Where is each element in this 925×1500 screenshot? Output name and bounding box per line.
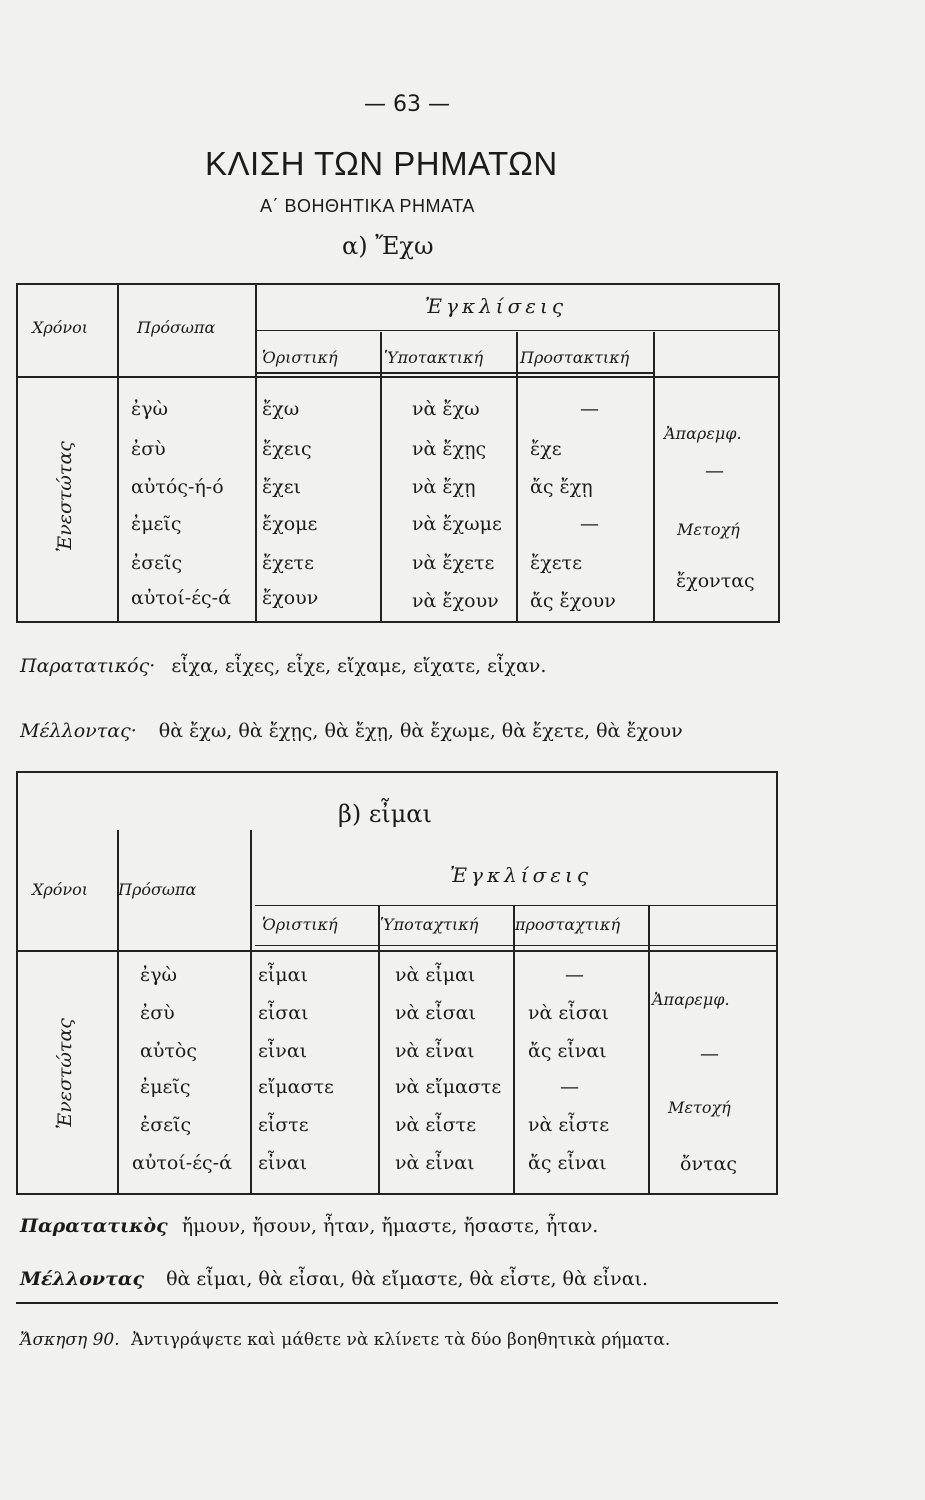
imperfect-label: Παρατατικὸς xyxy=(20,1215,168,1237)
exercise-line xyxy=(20,1330,670,1350)
participle-value: ὄντας xyxy=(680,1153,737,1175)
header-moods: Ἐγκλίσεις xyxy=(425,294,568,318)
header-imperative: Προστακτική xyxy=(520,348,630,367)
tense-label-present: Ἐνεστώτας xyxy=(54,1018,76,1129)
header-indicative: Ὁριστική xyxy=(262,348,338,367)
infinitive-value: — xyxy=(700,1043,719,1065)
imperative-cell: — xyxy=(580,513,599,535)
subjunctive-cell: νὰ ἔχω xyxy=(412,398,480,420)
header-participle: Μετοχή xyxy=(677,520,740,539)
indicative-cell: ἔχουν xyxy=(262,587,319,609)
indicative-cell: ἔχομε xyxy=(262,513,318,535)
person-cell: αὐτοί-ές-ά xyxy=(132,1152,232,1174)
person-cell: ἐμεῖς xyxy=(140,1076,191,1098)
header-infinitive: Ἀπαρεμφ. xyxy=(664,424,742,443)
header-imperative: προσταχτική xyxy=(515,915,621,934)
future-line-echo xyxy=(20,720,683,742)
indicative-cell: ἔχετε xyxy=(262,552,314,574)
indicative-cell: ἔχει xyxy=(262,476,302,498)
header-tenses: Χρόνοι xyxy=(32,318,89,337)
person-cell: αὐτοί-ές-ά xyxy=(131,587,231,609)
person-cell: ἐσεῖς xyxy=(140,1114,192,1136)
header-participle: Μετοχή xyxy=(668,1098,731,1117)
indicative-cell: εἶστε xyxy=(258,1114,309,1136)
header-infinitive: Ἀπαρεμφ. xyxy=(652,990,730,1009)
subjunctive-cell: νὰ εἶστε xyxy=(395,1114,477,1136)
imperative-cell: — xyxy=(565,964,584,986)
imperative-cell: νὰ εἶστε xyxy=(528,1114,610,1136)
future-forms: θὰ εἶμαι, θὰ εἶσαι, θὰ εἴμαστε, θὰ εἶστε, θὰ εἶναι. xyxy=(166,1268,649,1290)
subjunctive-cell: νὰ ἔχῃς xyxy=(412,438,487,460)
person-cell: ἐγὼ xyxy=(140,964,178,986)
section-a-heading: α) Ἔχω xyxy=(342,232,434,260)
subjunctive-cell: νὰ εἶναι xyxy=(395,1152,475,1174)
imperative-cell: ἄς εἶναι xyxy=(528,1040,607,1062)
header-subjunctive: Ὑποταχτική xyxy=(380,915,479,934)
page-subtitle: Α΄ ΒΟΗΘΗΤΙΚΑ ΡΗΜΑΤΑ xyxy=(260,196,475,216)
imperative-cell: — xyxy=(560,1076,579,1098)
indicative-cell: εἶσαι xyxy=(258,1002,309,1024)
person-cell: ἐμεῖς xyxy=(131,513,182,535)
subjunctive-cell: νὰ ἔχουν xyxy=(412,590,499,612)
person-cell: ἐσὺ xyxy=(140,1002,175,1024)
person-cell: ἐγὼ xyxy=(131,398,169,420)
person-cell: αὐτός-ή-ό xyxy=(131,476,224,498)
future-label: Μέλλοντας xyxy=(20,1268,145,1290)
imperative-cell: νὰ εἶσαι xyxy=(528,1002,609,1024)
header-indicative: Ὁριστική xyxy=(262,915,338,934)
subjunctive-cell: νὰ εἶναι xyxy=(395,1040,475,1062)
indicative-cell: εἶναι xyxy=(258,1152,308,1174)
page-title: ΚΛΙΣΗ ΤΩΝ ΡΗΜΑΤΩΝ xyxy=(205,145,558,182)
imperative-cell: ἔχε xyxy=(530,438,562,460)
infinitive-value: — xyxy=(705,460,724,482)
indicative-cell: ἔχεις xyxy=(262,438,312,460)
subjunctive-cell: νὰ εἴμαστε xyxy=(395,1076,502,1098)
indicative-cell: εἶναι xyxy=(258,1040,308,1062)
person-cell: ἐσὺ xyxy=(131,438,166,460)
imperfect-forms: εἶχα, εἶχες, εἶχε, εἴχαμε, εἴχατε, εἶχαν. xyxy=(171,655,547,677)
imperative-cell: ἄς εἶναι xyxy=(528,1152,607,1174)
page-number: — 63 — xyxy=(364,92,450,117)
imperative-cell: ἄς ἔχουν xyxy=(530,590,616,612)
imperative-cell: — xyxy=(580,398,599,420)
future-label: Μέλλοντας· xyxy=(20,720,137,742)
imperative-cell: ἔχετε xyxy=(530,552,582,574)
person-cell: ἐσεῖς xyxy=(131,552,183,574)
imperfect-label: Παρατατικός· xyxy=(20,655,156,677)
subjunctive-cell: νὰ εἶμαι xyxy=(395,964,476,986)
participle-value: ἔχοντας xyxy=(676,570,755,592)
header-moods: Ἐγκλίσεις xyxy=(450,863,593,887)
exercise-label: Ἄσκηση 90. xyxy=(20,1330,120,1350)
future-line-eimai xyxy=(20,1268,648,1290)
indicative-cell: εἶμαι xyxy=(258,964,308,986)
imperative-cell: ἄς ἔχῃ xyxy=(530,476,593,498)
future-forms: θὰ ἔχω, θὰ ἔχῃς, θὰ ἔχῃ, θὰ ἔχωμε, θὰ ἔχετε, θὰ ἔχουν xyxy=(158,720,683,742)
header-subjunctive: Ὑποτακτική xyxy=(384,348,484,367)
exercise-text: Ἀντιγράψετε καὶ μάθετε νὰ κλίνετε τὰ δύο βοηθητικὰ ρήματα. xyxy=(131,1330,671,1350)
tense-label-present: Ἐνεστώτας xyxy=(54,441,76,552)
imperfect-line-eimai xyxy=(20,1215,598,1237)
person-cell: αὐτὸς xyxy=(140,1040,197,1062)
imperfect-forms: ἤμουν, ἤσουν, ἦταν, ἤμαστε, ἤσαστε, ἦταν. xyxy=(181,1215,599,1237)
imperfect-line-echo xyxy=(20,655,546,677)
header-tenses: Χρόνοι xyxy=(32,880,89,899)
divider xyxy=(16,1302,778,1304)
header-persons: Πρόσωπα xyxy=(118,880,197,899)
section-b-heading: β) εἶμαι xyxy=(338,800,432,828)
header-persons: Πρόσωπα xyxy=(137,318,216,337)
subjunctive-cell: νὰ ἔχῃ xyxy=(412,476,476,498)
subjunctive-cell: νὰ ἔχετε xyxy=(412,552,495,574)
indicative-cell: εἴμαστε xyxy=(258,1076,334,1098)
indicative-cell: ἔχω xyxy=(262,398,300,420)
subjunctive-cell: νὰ εἶσαι xyxy=(395,1002,476,1024)
subjunctive-cell: νὰ ἔχωμε xyxy=(412,513,502,535)
